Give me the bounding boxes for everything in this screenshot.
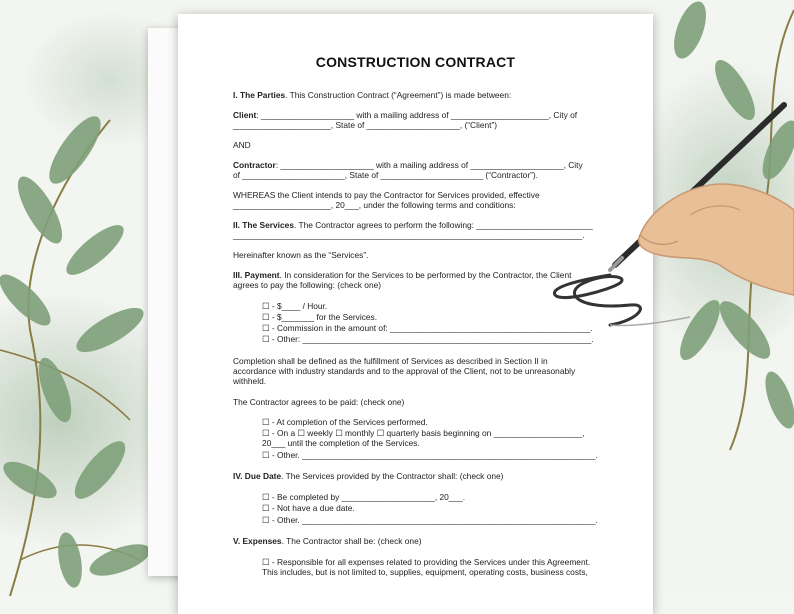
client-line-2: _____________________, State of ____________________, (“Client”) xyxy=(233,120,498,130)
completion-line-3: withheld. xyxy=(233,376,267,386)
page-title: CONSTRUCTION CONTRACT xyxy=(315,54,516,70)
expenses-option-responsible-2: This includes, but is not limited to, supplies, equipment, operating costs, business costs, xyxy=(262,567,588,577)
contractor-line-1: Contractor: ____________________ with a mailing address of ____________________, City xyxy=(233,160,583,170)
due-date-line: IV. Due Date. The Services provided by the Contractor shall: (check one) xyxy=(233,471,504,481)
whereas-line-1: WHEREAS the Client intends to pay the Contractor for Services provided, effective xyxy=(233,190,540,200)
and-line: AND xyxy=(233,140,251,150)
expenses-line: V. Expenses. The Contractor shall be: (check one) xyxy=(233,536,422,546)
payment-option-hourly: ☐ - $____ / Hour. xyxy=(262,301,328,311)
paid-option-other: ☐ - Other. _______________________________________________________________. xyxy=(262,450,598,460)
due-option-none: ☐ - Not have a due date. xyxy=(262,503,355,513)
paid-option-periodic: ☐ - On a ☐ weekly ☐ monthly ☐ quarterly basis beginning on ___________________, xyxy=(262,428,585,438)
payment-option-other: ☐ - Other: ______________________________________________________________. xyxy=(262,334,594,344)
services-line-1: II. The Services. The Contractor agrees to perform the following: _________________________ xyxy=(233,220,593,230)
payment-option-fixed: ☐ - $_______ for the Services. xyxy=(262,312,378,322)
paid-option-completion: ☐ - At completion of the Services performed. xyxy=(262,417,428,427)
expenses-option-responsible: ☐ - Responsible for all expenses related to providing the Services under this Agreement. xyxy=(262,557,591,567)
services-line-2: ___________________________________________________________________________. xyxy=(233,230,585,240)
hereinafter-line: Hereinafter known as the “Services”. xyxy=(233,250,369,260)
completion-line-1: Completion shall be defined as the fulfillment of Services as described in Section II in xyxy=(233,356,548,366)
whereas-line-2: _____________________, 20___, under the following terms and conditions: xyxy=(233,200,516,210)
hand-with-pen-illustration xyxy=(540,95,794,345)
paid-option-periodic-2: 20___ until the completion of the Services. xyxy=(262,438,420,448)
completion-line-2: accordance with industry standards and to the approval of the Client, not to be unreasonably xyxy=(233,366,576,376)
payment-line-2: agrees to pay the following: (check one) xyxy=(233,280,382,290)
client-line-1: Client: ____________________ with a mailing address of _____________________, City of xyxy=(233,110,578,120)
payment-option-commission: ☐ - Commission in the amount of: ___________________________________________. xyxy=(262,323,593,333)
due-option-by-date: ☐ - Be completed by ____________________, 20___. xyxy=(262,492,466,502)
parties-line: I. The Parties. This Construction Contract (“Agreement”) is made between: xyxy=(233,90,512,100)
payment-line-1: III. Payment. In consideration for the Services to be performed by the Contractor, the Client xyxy=(233,270,572,280)
due-option-other: ☐ - Other. _______________________________________________________________. xyxy=(262,515,598,525)
paid-when-line: The Contractor agrees to be paid: (check one) xyxy=(233,397,405,407)
contractor-line-2: of ______________________, State of ______________________ (“Contractor”). xyxy=(233,170,539,180)
